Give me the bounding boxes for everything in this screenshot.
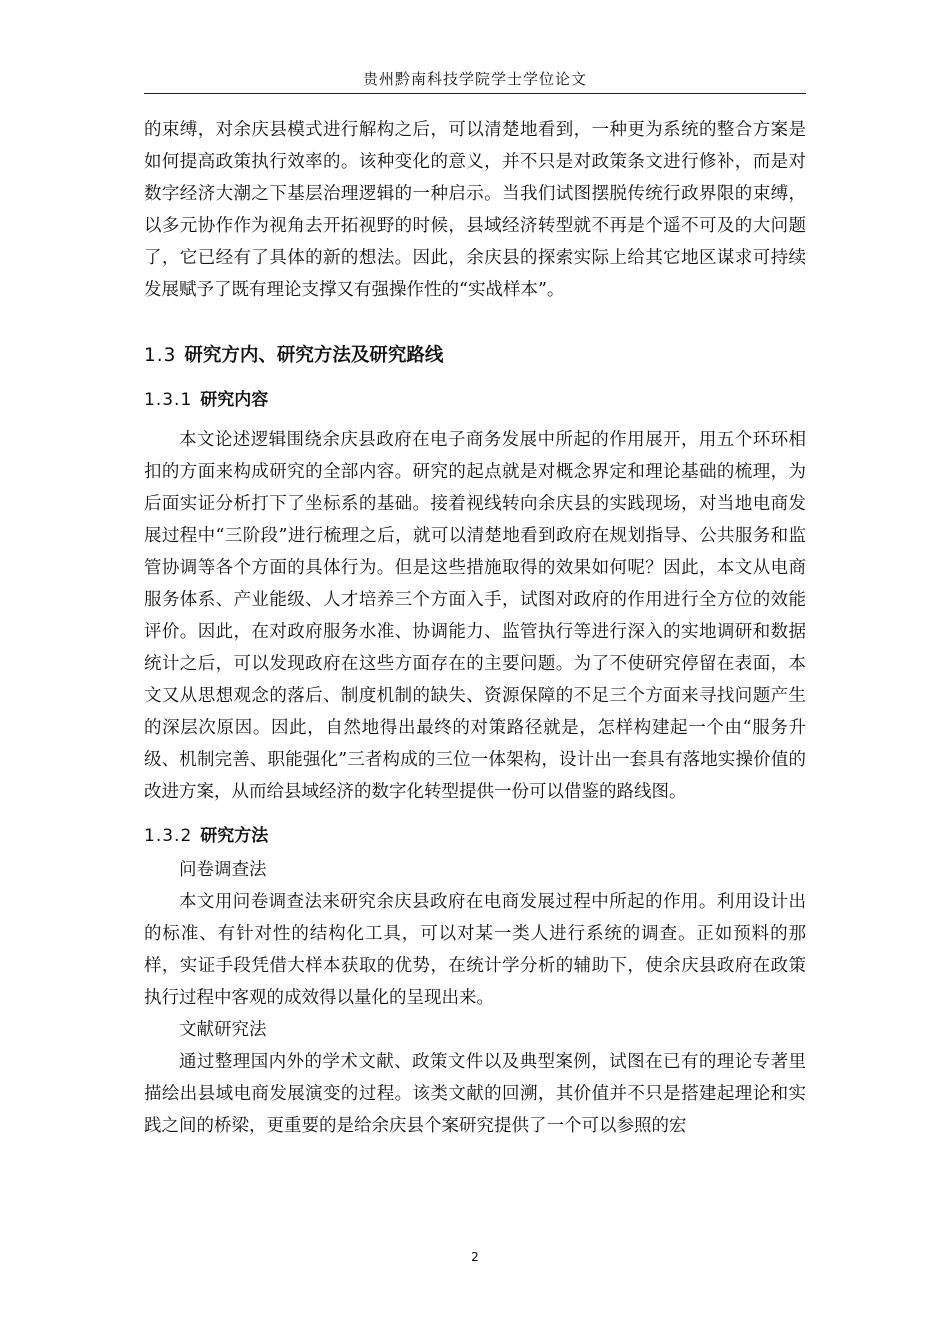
header-rule (144, 93, 806, 94)
page-body (144, 114, 806, 1142)
page-header: 贵州黔南科技学院学士学位论文 (362, 70, 587, 88)
section-title: 研究方内、研究方法及研究路线 (184, 345, 444, 366)
section-number: 1.3 (144, 345, 177, 366)
section-heading-1-3 (144, 340, 806, 372)
research-content-paragraph: 本文论述逻辑围绕余庆县政府在电子商务发展中所起的作用展开，用五个环环相扣的方面来构成研究的全部内容。研究的起点就是对概念界定和理论基础的梳理，为后面实证分析打下了坐标系的基础。接着视线转向余庆县的实践现场，对当地电商发展过程中“三阶段”进行梳理之后，就可以清楚地看到政府在规划指导、公共服务和监管协调等各个方面的具体行为。但是这些措施取得的效果如何呢？因此，本文从电商服务体系、产业能级、人才培养三个方面入手，试图对政府的作用进行全方位的效能评价。因此，在对政府服务水准、协调能力、监管执行等进行深入的实地调研和数据统计之后，可以发现政府在这些方面存在的主要问题。为了不使研究停留在表面，本文又从思想观念的落后、制度机制的缺失、资源保障的不足三个方面来寻找问题产生的深层次原因。因此，自然地得出最终的对策路径就是，怎样构建起一个由“服务升级、机制完善、职能强化”三者构成的三位一体架构，设计出一套具有落地实操价值的改进方案，从而给县域经济的数字化转型提供一份可以借鉴的路线图。 (144, 430, 806, 802)
method-paragraph-questionnaire: 本文用问卷调查法来研究余庆县政府在电商发展过程中所起的作用。利用设计出的标准、有针对性的结构化工具，可以对某一类人进行系统的调查。正如预料的那样，实证手段凭借大样本获取的优势，在统计学分析的辅助下，使余庆县政府在政策执行过程中客观的成效得以量化的呈现出来。 (144, 892, 806, 1008)
subsection-heading-1-3-2 (144, 820, 806, 852)
intro-paragraph: 的束缚，对余庆县模式进行解构之后，可以清楚地看到，一种更为系统的整合方案是如何提高政策执行效率的。该种变化的意义，并不只是对政策条文进行修补，而是对数字经济大潮之下基层治理逻辑的一种启示。当我们试图摆脱传统行政界限的束缚，以多元协作作为视角去开拓视野的时候，县域经济转型就不再是个遥不可及的大问题了，它已经有了具体的新的想法。因此，余庆县的探索实际上给其它地区谋求可持续发展赋予了既有理论支撑又有强操作性的“实战样本”。 (144, 120, 806, 300)
page-number: 2 (471, 1250, 479, 1264)
subsection-title: 研究内容 (200, 390, 269, 410)
method-label-literature: 文献研究法 (179, 1020, 267, 1040)
subsection-number: 1.3.2 (144, 826, 193, 846)
method-label-questionnaire: 问卷调查法 (179, 860, 267, 880)
subsection-heading-1-3-1 (144, 384, 806, 416)
subsection-number: 1.3.1 (144, 390, 193, 410)
method-paragraph-literature: 通过整理国内外的学术文献、政策文件以及典型案例，试图在已有的理论专著里描绘出县域电商发展演变的过程。该类文献的回溯，其价值并不只是搭建起理论和实践之间的桥梁，更重要的是给余庆县个案研究提供了一个可以参照的宏 (144, 1052, 806, 1136)
subsection-title: 研究方法 (200, 826, 269, 846)
